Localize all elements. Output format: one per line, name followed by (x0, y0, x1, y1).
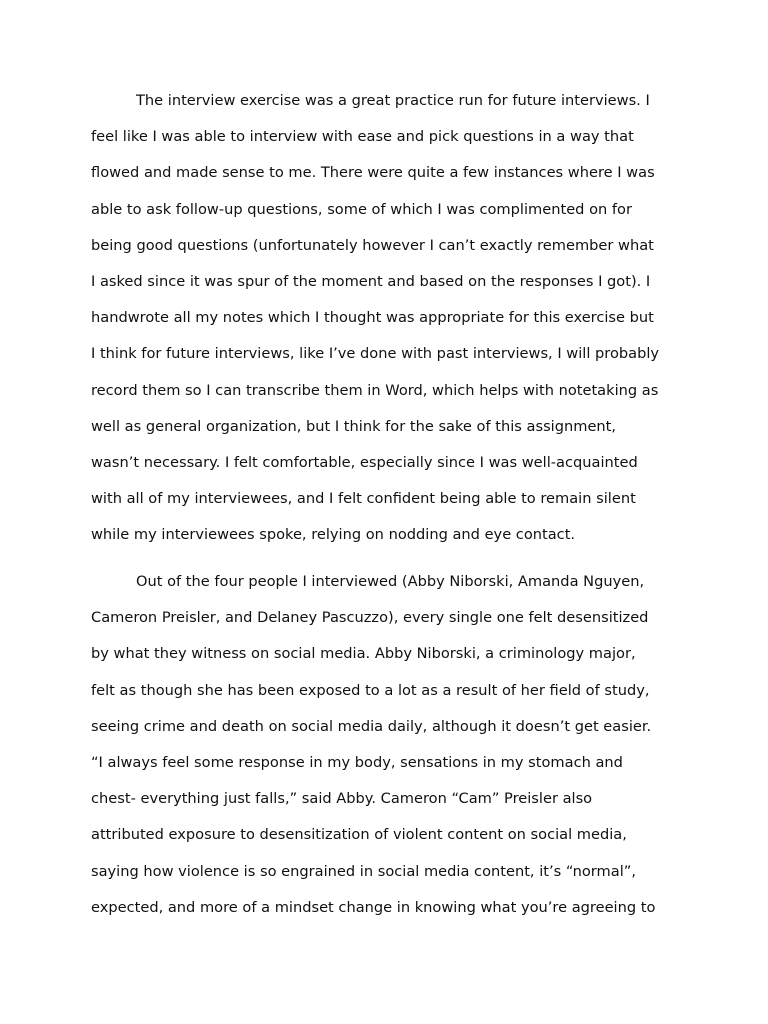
text-line: record them so I can transcribe them in Word, which helps with notetaking as (91, 381, 659, 399)
text-line: flowed and made sense to me. There were quite a few instances where I was (91, 164, 655, 182)
text-line: saying how violence is so engrained in social media content, it’s “normal”, (91, 862, 636, 880)
text-line: wasn’t necessary. I felt comfortable, especially since I was well-acquainted (91, 454, 638, 471)
text-line: expected, and more of a mindset change in knowing what you’re agreeing to (91, 898, 656, 916)
text-line: Out of the four people I interviewed (Abby Niborski, Amanda Nguyen, (136, 573, 645, 590)
text-line: feel like I was able to interview with ease and pick questions in a way that (91, 128, 634, 146)
text-line: by what they witness on social media. Abby Niborski, a criminology major, (91, 645, 636, 663)
text-line: being good questions (unfortunately however I can’t exactly remember what (91, 236, 654, 254)
text-line: seeing crime and death on social media daily, although it doesn’t get easier. (91, 717, 652, 735)
text-line: while my interviewees spoke, relying on nodding and eye contact. (91, 526, 576, 544)
text-line: with all of my interviewees, and I felt confident being able to remain silent (91, 490, 636, 508)
text-line: attributed exposure to desensitization of violent content on social media, (91, 826, 627, 844)
text-line: able to ask follow-up questions, some of which I was complimented on for (91, 200, 632, 218)
text-line: The interview exercise was a great practice run for future interviews. I (136, 92, 650, 109)
text-line: Cameron Preisler, and Delaney Pascuzzo), every single one felt desensitized (91, 609, 649, 627)
text-line: chest- everything just falls,” said Abby. Cameron “Cam” Preisler also (91, 790, 593, 808)
text-line: handwrote all my notes which I thought was appropriate for this exercise but (91, 309, 654, 327)
text-line: I think for future interviews, like I’ve done with past interviews, I will probably (91, 345, 660, 363)
text-line: “I always feel some response in my body, sensations in my stomach and (91, 754, 623, 771)
text-line: I asked since it was spur of the moment and based on the responses I got). I (91, 273, 651, 290)
text-line: felt as though she has been exposed to a lot as a result of her field of study, (91, 681, 650, 699)
text-line: well as general organization, but I think for the sake of this assignment, (91, 417, 617, 435)
